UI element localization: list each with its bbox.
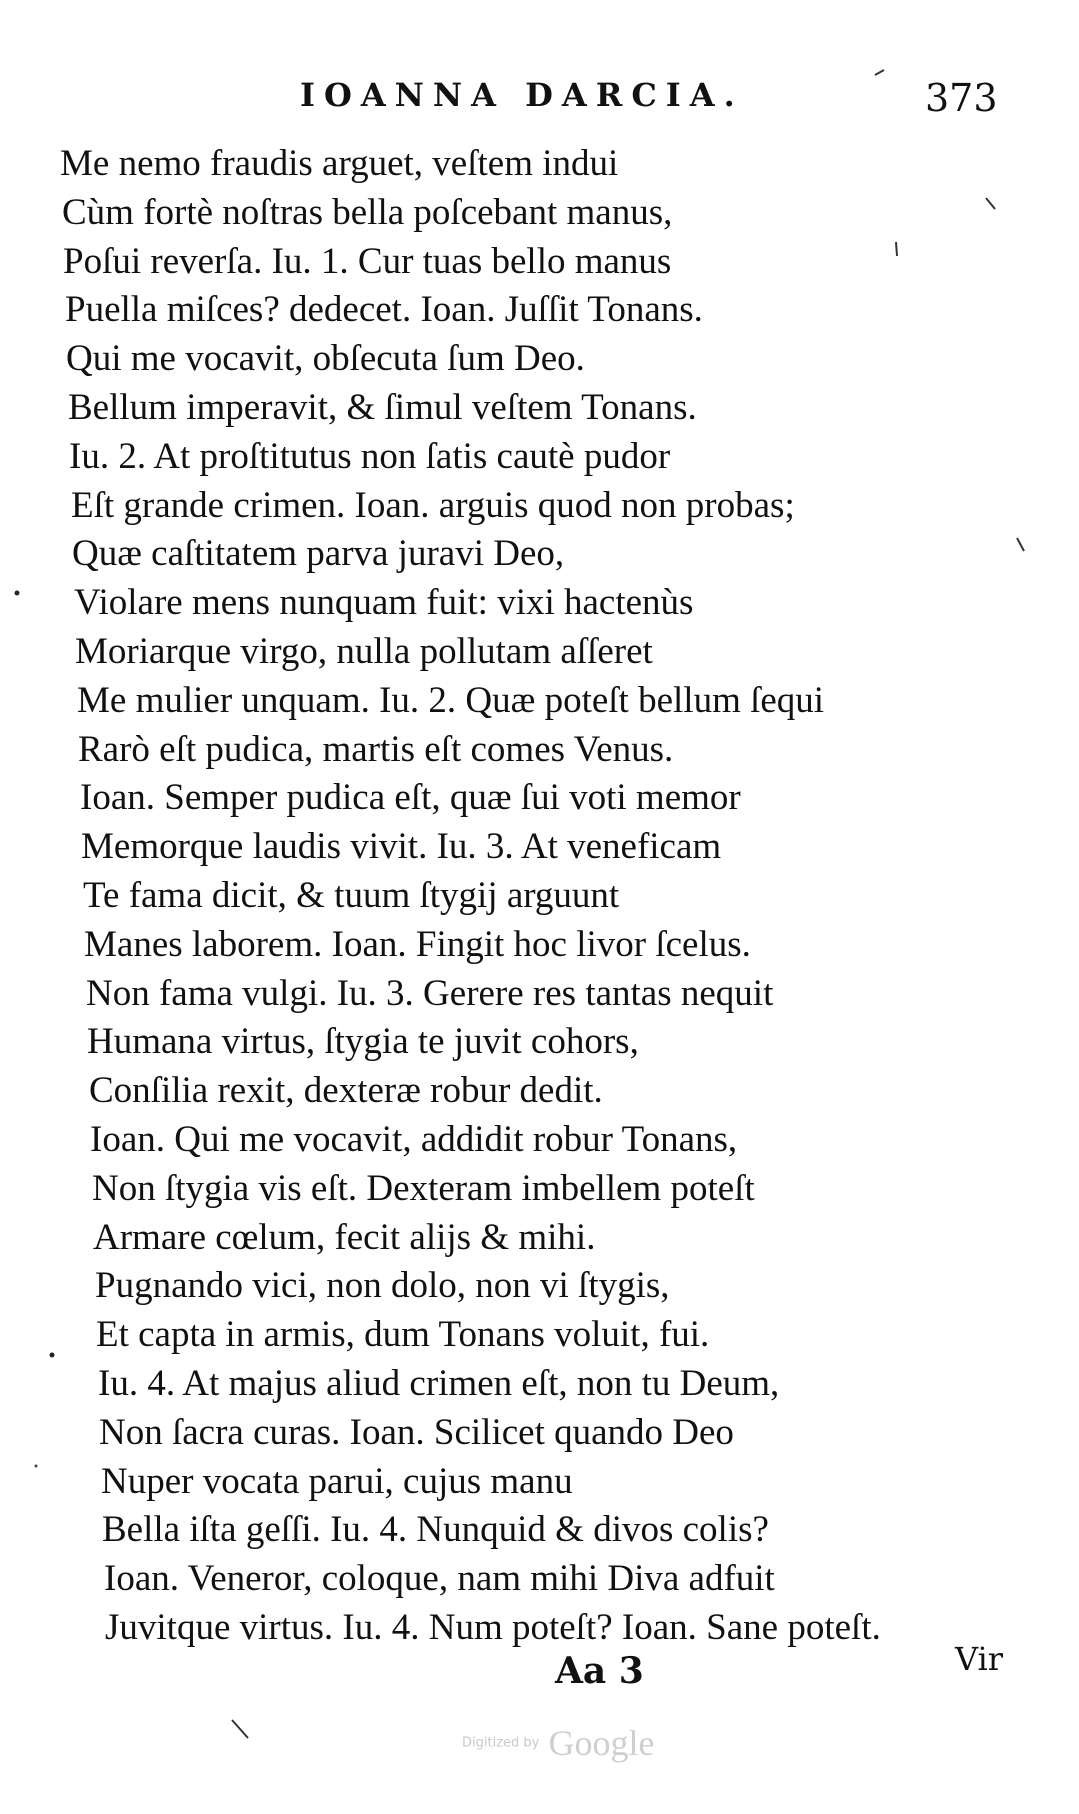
verse-line: Iu. 2. At proſtitutus non ſatis cautè pudor [69, 435, 671, 477]
verse-line: Bella iſta geſſi. Iu. 4. Nunquid & divos colis? [102, 1509, 769, 1551]
verse-line: Me nemo fraudis arguet, veſtem indui [60, 143, 619, 184]
verse-line: Quæ caſtitatem parva juravi Deo, [72, 533, 565, 575]
verse-line: Violare mens nunquam fuit: vixi hactenùs [74, 582, 694, 624]
verse-line: Me mulier unquam. Iu. 2. Quæ poteſt bellum ſequi [77, 679, 825, 721]
verse-line: Ioan. Semper pudica eſt, quæ ſui voti memor [80, 777, 741, 819]
catchword: Vir [955, 1640, 1004, 1678]
verse-line: Pugnando vici, non dolo, non vi ſtygis, [95, 1265, 670, 1307]
verse-line: Nuper vocata parui, cujus manu [101, 1460, 573, 1502]
signature-mark: Aa 3 [555, 1650, 644, 1692]
verse-line: Et capta in armis, dum Tonans voluit, fui. [96, 1314, 710, 1356]
verse-line: Memorque laudis vivit. Iu. 3. At veneficam [81, 826, 722, 868]
verse-line: Bellum imperavit, & ſimul veſtem Tonans. [68, 386, 697, 428]
verse-line: Qui me vocavit, obſecuta ſum Deo. [66, 338, 585, 380]
verse-line: Cùm fortè noſtras bella poſcebant manus, [62, 191, 673, 233]
verse-line: Manes laborem. Ioan. Fingit hoc livor ſcelus. [84, 923, 751, 965]
verse-line: Eſt grande crimen. Ioan. arguis quod non probas; [71, 484, 795, 526]
verse-line: Iu. 4. At majus aliud crimen eſt, non tu Deum, [98, 1362, 780, 1404]
verse-line: Puella miſces? dedecet. Ioan. Juſſit Tonans. [65, 289, 703, 331]
verse-line: Non ſacra curas. Ioan. Scilicet quando Deo [99, 1411, 734, 1453]
verse-line: Moriarque virgo, nulla pollutam aſſeret [75, 630, 653, 672]
verse-line: Humana virtus, ſtygia te juvit cohors, [87, 1021, 639, 1063]
verse-line: Te fama dicit, & tuum ſtygij arguunt [83, 874, 620, 916]
verse-line: Non ſtygia vis eſt. Dexteram imbellem poteſt [92, 1167, 755, 1209]
verse-line: Ioan. Qui me vocavit, addidit robur Tonans, [90, 1118, 738, 1160]
verse-line: Juvitque virtus. Iu. 4. Num poteſt? Ioan. Sane poteſt. [105, 1606, 881, 1648]
verse-line: Armare cœlum, fecit alijs & mihi. [93, 1216, 596, 1258]
verse-line: Conſilia rexit, dexteræ robur dedit. [89, 1070, 603, 1112]
page-number: 373 [925, 76, 998, 120]
verse-line: Rarò eſt pudica, martis eſt comes Venus. [78, 728, 674, 770]
running-title: IOANNA DARCIA. [300, 76, 744, 114]
verse-line: Poſui reverſa. Iu. 1. Cur tuas bello manus [63, 240, 672, 282]
google-logo: Google [548, 1723, 655, 1763]
verse-line: Non fama vulgi. Iu. 3. Gerere res tantas nequit [86, 972, 774, 1014]
verse-line: Ioan. Veneror, coloque, nam mihi Diva adfuit [104, 1558, 775, 1600]
digitized-by-label: Digitized by [462, 1735, 540, 1751]
